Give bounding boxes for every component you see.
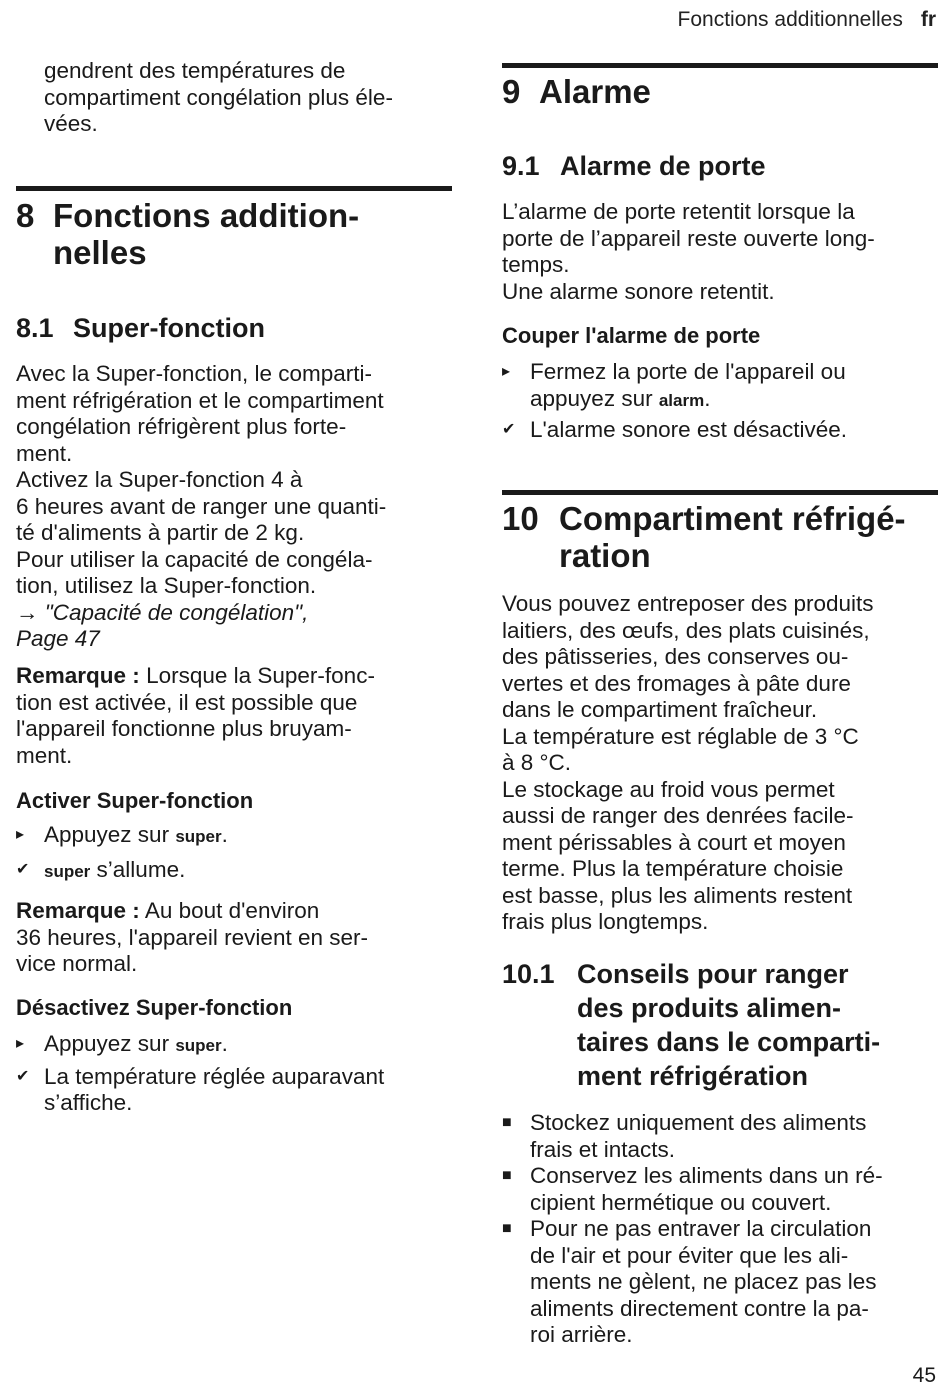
intro-paragraph: gendrent des températures de compartiment congélation plus éle- vées. (44, 58, 393, 136)
chapter-rule (16, 186, 452, 191)
square-bullet-icon: ■ (502, 1114, 512, 1131)
list-item: ✔ L'alarme sonore est désactivée. (502, 417, 847, 442)
storage-tips (502, 1110, 938, 1349)
list-item: ■ Conservez les aliments dans un ré- cipient hermétique ou couvert. (502, 1163, 883, 1215)
note-2: Remarque : Au bout d'environ 36 heures, l'appareil revient en ser- vice normal. (16, 898, 368, 976)
deactivate-steps (16, 1031, 452, 1117)
note-label: Remarque : (16, 898, 140, 923)
note-label: Remarque : (16, 663, 140, 688)
square-bullet-icon: ■ (502, 1167, 512, 1184)
section-8-1-heading (16, 312, 265, 345)
super-indicator: super (44, 861, 91, 881)
cross-reference-link[interactable]: → "Capacité de congélation", (16, 599, 309, 625)
alarm-key: alarm (658, 390, 705, 410)
door-alarm-body: L’alarme de porte retentit lorsque la porte de l’appareil reste ouverte long- temps. Une alarme sonore retentit. (502, 199, 875, 304)
chapter-9-heading: 9 Alarme (502, 73, 651, 110)
running-header (678, 8, 936, 32)
activate-steps (16, 822, 452, 885)
step-arrow-icon: ▸ (502, 363, 511, 380)
check-icon: ✔ (16, 1067, 30, 1085)
chapter-rule (502, 490, 938, 495)
section-title: Super-fonction (73, 313, 265, 343)
step-arrow-icon: ▸ (16, 1035, 25, 1052)
chapter-number: 9 (502, 73, 521, 110)
square-bullet-icon: ■ (502, 1220, 512, 1237)
list-item: ✔ La température réglée auparavant s’affiche. (16, 1063, 385, 1115)
list-item: ▸ Appuyez sur super. (16, 1031, 228, 1056)
chapter-rule (502, 63, 938, 68)
cut-alarm-heading: Couper l'alarme de porte (502, 323, 761, 348)
section-number: 9.1 (502, 151, 540, 181)
section-10-1-heading: 10.1 Conseils pour ranger des produits alimen- taires dans le comparti- ment réfrigération (502, 959, 881, 1091)
step-arrow-icon: ▸ (16, 826, 25, 843)
check-icon: ✔ (502, 421, 516, 438)
section-number: 8.1 (16, 313, 54, 343)
chapter-number: 8 (16, 197, 35, 234)
list-item: ✔ super s’allume. (16, 856, 186, 882)
super-key: super (175, 1036, 222, 1055)
list-item: ▸ Fermez la porte de l'appareil ou appuyez sur alarm. (502, 359, 846, 411)
chapter-8-heading: 8 Fonctions addition- nelles (16, 197, 360, 271)
list-item: ▸ Appuyez sur super. (16, 822, 228, 847)
super-function-body: Avec la Super-fonction, le comparti- ment réfrigération et le compartiment congélation réfrigèrent plus forte- ment. Activez la Super-fonction 4 à 6 heures avant de ranger une quanti- té d'aliments à partir de 2 kg. Pour utiliser la capacité de congéla- tion, utilisez la Super-fonction. → "Capacité de congélation", Page 47 (16, 361, 452, 653)
page-number: 45 (912, 1364, 936, 1387)
fridge-compartment-body: Vous pouvez entreposer des produits laitiers, des œufs, des plats cuisinés, des pâtisseries, des conserves ou- vertes et des fromages à pâte dure dans le compartiment fraîcheur. La température est réglable de 3 °C à 8 °C. Le stockage au froid vous permet aussi de ranger des denrées facile- ment périssables à court et moyen terme. Plus la température choisie est basse, plus les aliments restent frais plus longtemps. (502, 591, 874, 934)
activate-heading: Activer Super-fonction (16, 788, 254, 813)
cross-reference-page: Page 47 (16, 626, 100, 651)
note-1: Remarque : Lorsque la Super-fonc- tion est activée, il est possible que l'appareil fonctionne plus bruyam- ment. (16, 663, 375, 768)
running-header-section: Fonctions additionnelles (677, 8, 903, 31)
arrow-icon: → (16, 599, 39, 625)
chapter-number: 10 (502, 500, 539, 537)
section-number: 10.1 (502, 959, 555, 989)
deactivate-heading: Désactivez Super-fonction (16, 995, 293, 1020)
check-icon: ✔ (16, 860, 30, 878)
section-9-1-heading: 9.1 Alarme de porte (502, 151, 766, 181)
list-item: ■ Stockez uniquement des aliments frais et intacts. (502, 1110, 867, 1162)
language-tag: fr (920, 8, 936, 31)
chapter-10-heading: 10 Compartiment réfrigé- ration (502, 500, 906, 574)
super-key: super (175, 827, 222, 846)
cut-alarm-steps (502, 359, 938, 444)
list-item: ■ Pour ne pas entraver la circulation de l'air et pour éviter que les ali- ments ne gèlent, ne placez pas les aliments directement contre la pa- roi arrière. (502, 1216, 877, 1347)
